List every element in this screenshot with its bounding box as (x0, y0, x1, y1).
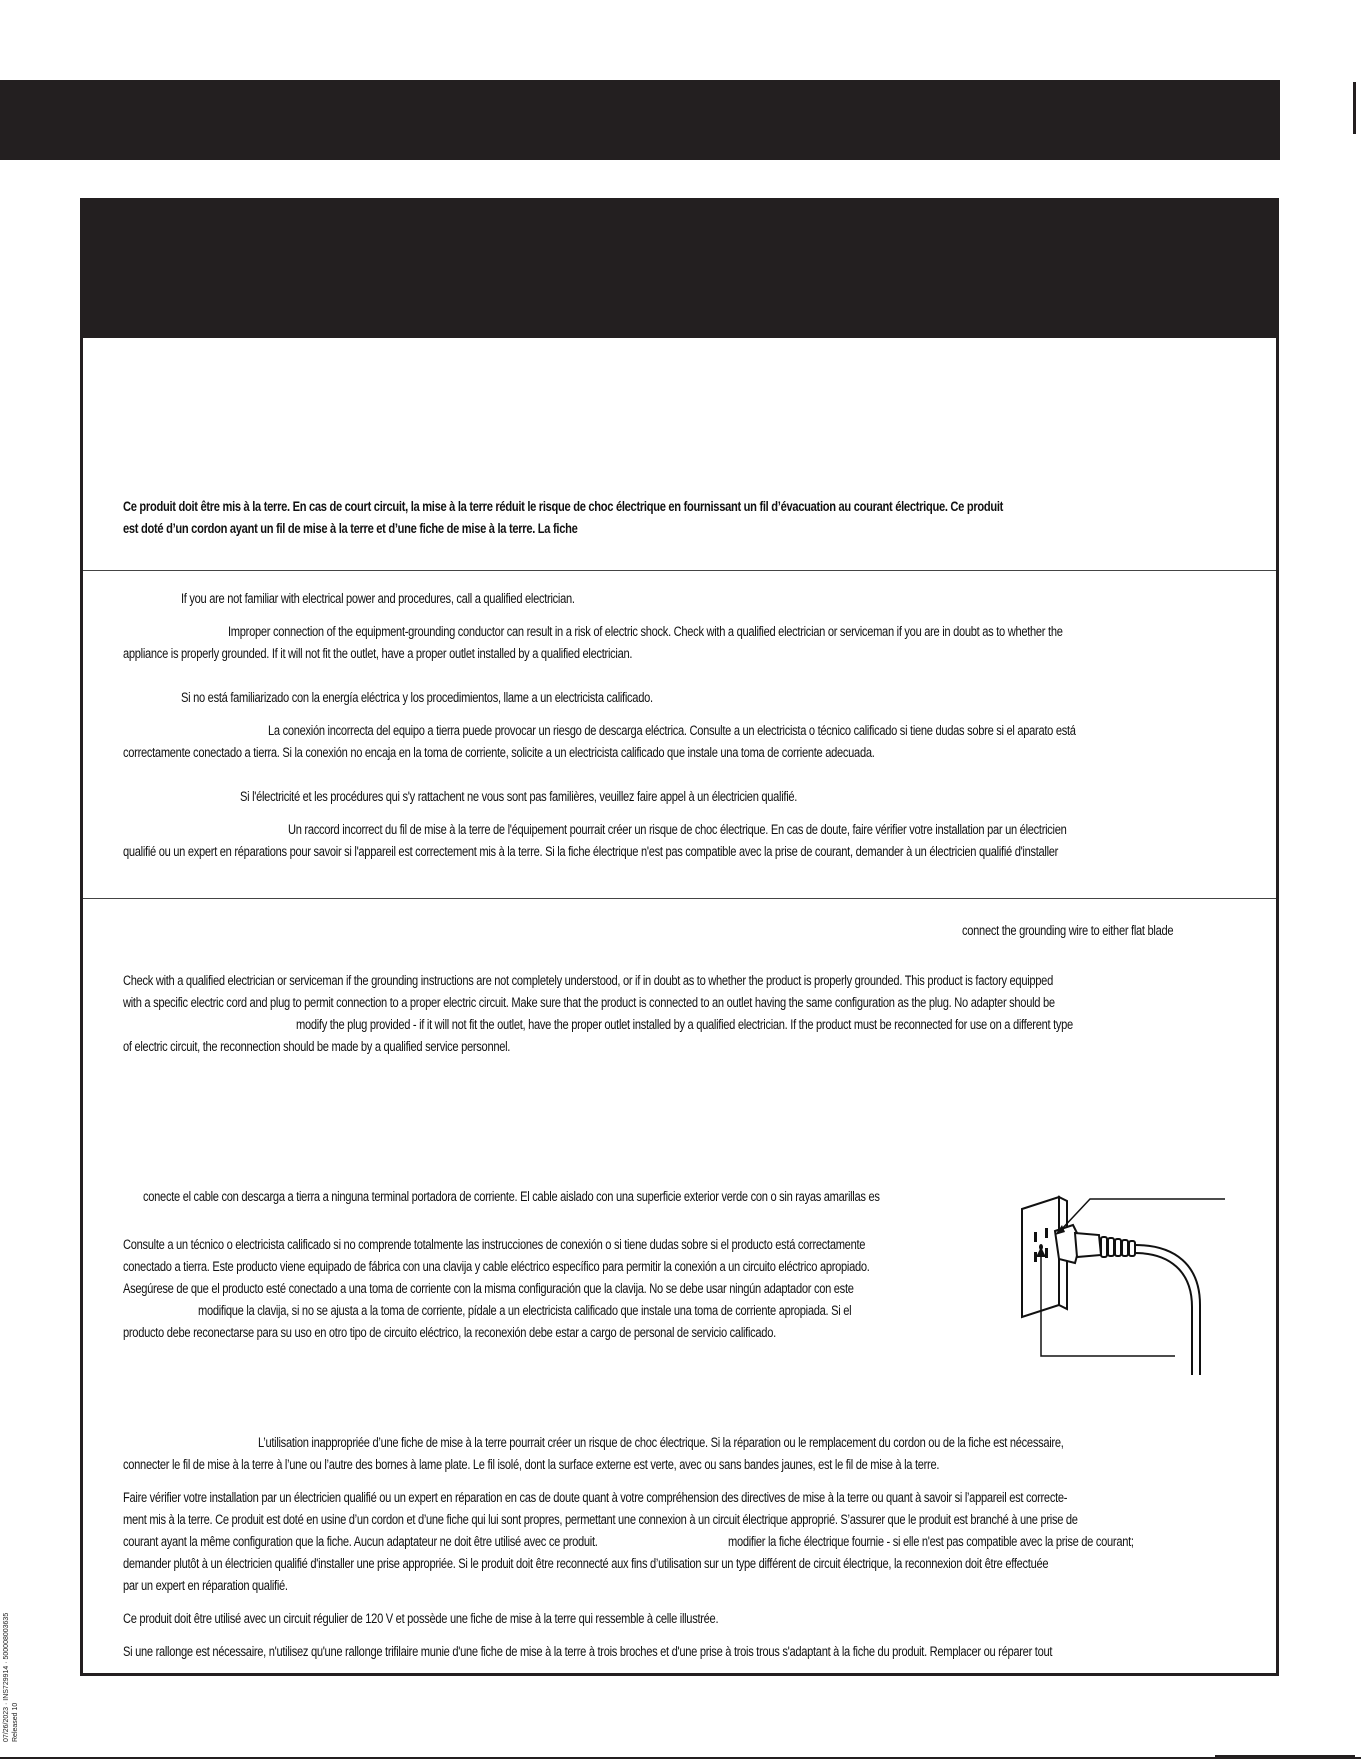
es-electrician-note: Si no está familiarizado con la energía eléctrica y los procedimientos, llame a un electricista calificado. (181, 690, 653, 705)
fr-extension-cord-note: Si une rallonge est nécessaire, n'utilisez qu'une rallonge trifilaire munie d'une fiche de mise à la terre à trois broches et d'une prise à trois trous s'adaptant à la fiche du produit. Remplacer ou réparer tout (123, 1644, 1053, 1659)
fr-paragraph-line1: Faire vérifier votre installation par un électricien qualifié ou un expert en réparation en cas de doute quant à votre compréhension des directives de mise à la terre ou quant à savoir si l’appareil est correcte- (123, 1490, 1068, 1505)
fr-grounding-intro-line1: Ce produit doit être mis à la terre. En cas de court circuit, la mise à la terre réduit le risque de choc électrique en fournissant un fil d’évacuation au courant électrique. Ce produit (123, 499, 1004, 514)
es-warning-line1: La conexión incorrecta del equipo a tierra puede provocar un riesgo de descarga eléctrica. Consulte a un electricista o técnico calificado si tiene dudas sobre si el aparato está (268, 723, 1076, 738)
section-divider (83, 570, 1276, 571)
page-edge-mark (1353, 82, 1356, 134)
bottom-marks (1215, 1755, 1355, 1759)
es-warning-line2: correctamente conectado a tierra. Si la conexión no encaja en la toma de corriente, solicite a un electricista calificado que instale una toma de corriente adecuada. (123, 745, 875, 760)
fr-warning-line2: qualifié ou un expert en réparations pour savoir si l'appareil est correctement mis à la terre. Si la fiche électrique n'est pas compatible avec la prise de courant, demander à un électricien qualifié d'installer (123, 844, 1059, 859)
fr-grounding-intro-line2: est doté d’un cordon ayant un fil de mise à la terre et d’une fiche de mise à la terre. La fiche (123, 521, 578, 536)
en-paragraph-line1: Check with a qualified electrician or serviceman if the grounding instructions are not completely understood, or if in doubt as to whether the product is properly grounded. This product is factory equipped (123, 973, 1053, 988)
grounded-plug-outlet-icon (1015, 1185, 1230, 1380)
en-paragraph-line3: modify the plug provided - if it will not fit the outlet, have the proper outlet installed by a qualified electrician. If the product must be reconnected for use on a different type (296, 1017, 1073, 1032)
fr-electrician-note: Si l'électricité et les procédures qui s'y rattachent ne vous sont pas familières, veuillez faire appel à un électricien qualifié. (240, 789, 798, 804)
fr-warning-line2: connecter le fil de mise à la terre à l’une ou l’autre des bornes à lame plate. Le fil isolé, dont la surface externe est verte, avec ou sans bandes jaunes, est le fil de mise à la terre. (123, 1457, 940, 1472)
en-electrician-note: If you are not familiar with electrical power and procedures, call a qualified electrician. (181, 591, 575, 606)
print-code-line1: 07/26/2023 · INS729914 · 500008003635 (3, 1612, 10, 1742)
frame-header-bar (80, 198, 1279, 338)
es-paragraph-line2: conectado a tierra. Este producto viene equipado de fábrica con una clavija y cable eléctrico específico para permitir la conexión a un circuito eléctrico apropiado. (123, 1259, 870, 1274)
fr-120v-note: Ce produit doit être utilisé avec un circuit régulier de 120 V et possède une fiche de mise à la terre qui ressemble à celle illustrée. (123, 1611, 719, 1626)
es-paragraph-line4: modifique la clavija, si no se ajusta a la toma de corriente, pídale a un electricista calificado que instale una toma de corriente apropiada. Si el (198, 1303, 852, 1318)
en-warning-line2: appliance is properly grounded. If it will not fit the outlet, have a proper outlet installed by a qualified electrician. (123, 646, 633, 661)
fr-warning-line1: L’utilisation inappropriée d’une fiche de mise à la terre pourrait créer un risque de choc électrique. Si la réparation ou le remplacement du cordon ou de la fiche est nécessaire, (258, 1435, 1064, 1450)
es-paragraph-line3: Asegúrese de que el producto esté conectado a una toma de corriente con la misma configuración que la clavija. No se debe usar ningún adaptador con este (123, 1281, 854, 1296)
en-paragraph-line4: of electric circuit, the reconnection should be made by a qualified service personnel. (123, 1039, 511, 1054)
en-grounding-wire-fragment: connect the grounding wire to either flat blade (962, 923, 1174, 938)
print-code (2, 1613, 20, 1742)
en-paragraph-line2: with a specific electric cord and plug to permit connection to a proper electric circuit. Make sure that the product is connected to an outlet having the same configuration as the plug. No adapter should be (123, 995, 1055, 1010)
section-divider (83, 898, 1276, 899)
fr-paragraph-line2: ment mis à la terre. Ce produit est doté en usine d’un cordon et d’une fiche qui lui sont propres, permettant une connexion à un circuit électrique approprié. S’assurer que le produit est branché à une prise de (123, 1512, 1078, 1527)
fr-paragraph-line4: demander plutôt à un électricien qualifié d'installer une prise appropriée. Si le produit doit être reconnecté aux fins d’utilisation sur un type différent de circuit électrique, la reconnexion doit être effectuée (123, 1556, 1049, 1571)
fr-paragraph-line5: par un expert en réparation qualifié. (123, 1578, 288, 1593)
es-paragraph-line5: producto debe reconectarse para su uso en otro tipo de circuito eléctrico, la reconexión debe estar a cargo de personal de servicio calificado. (123, 1325, 776, 1340)
es-paragraph-line1: Consulte a un técnico o electricista calificado si no comprende totalmente las instrucciones de conexión o si tiene dudas sobre si el producto está correctamente (123, 1237, 866, 1252)
print-code-line2: Released 10 (12, 1702, 19, 1742)
bottom-rule (0, 1757, 1361, 1759)
fr-paragraph-line3a: courant ayant la même configuration que la fiche. Aucun adaptateur ne doit être utilisé avec ce produit. (123, 1534, 598, 1549)
en-warning-line1: Improper connection of the equipment-grounding conductor can result in a risk of electric shock. Check with a qualified electrician or serviceman if you are in doubt as to whether the (228, 624, 1063, 639)
es-grounding-wire-fragment: conecte el cable con descarga a tierra a ninguna terminal portadora de corriente. El cable aislado con una superficie exterior verde con o sin rayas amarillas es (143, 1189, 880, 1204)
fr-warning-line1: Un raccord incorrect du fil de mise à la terre de l'équipement pourrait créer un risque de choc électrique. En cas de doute, faire vérifier votre installation par un électricien (288, 822, 1067, 837)
fr-paragraph-line3b: modifier la fiche électrique fournie - si elle n'est pas compatible avec la prise de courant; (728, 1534, 1134, 1549)
top-banner (0, 80, 1280, 160)
